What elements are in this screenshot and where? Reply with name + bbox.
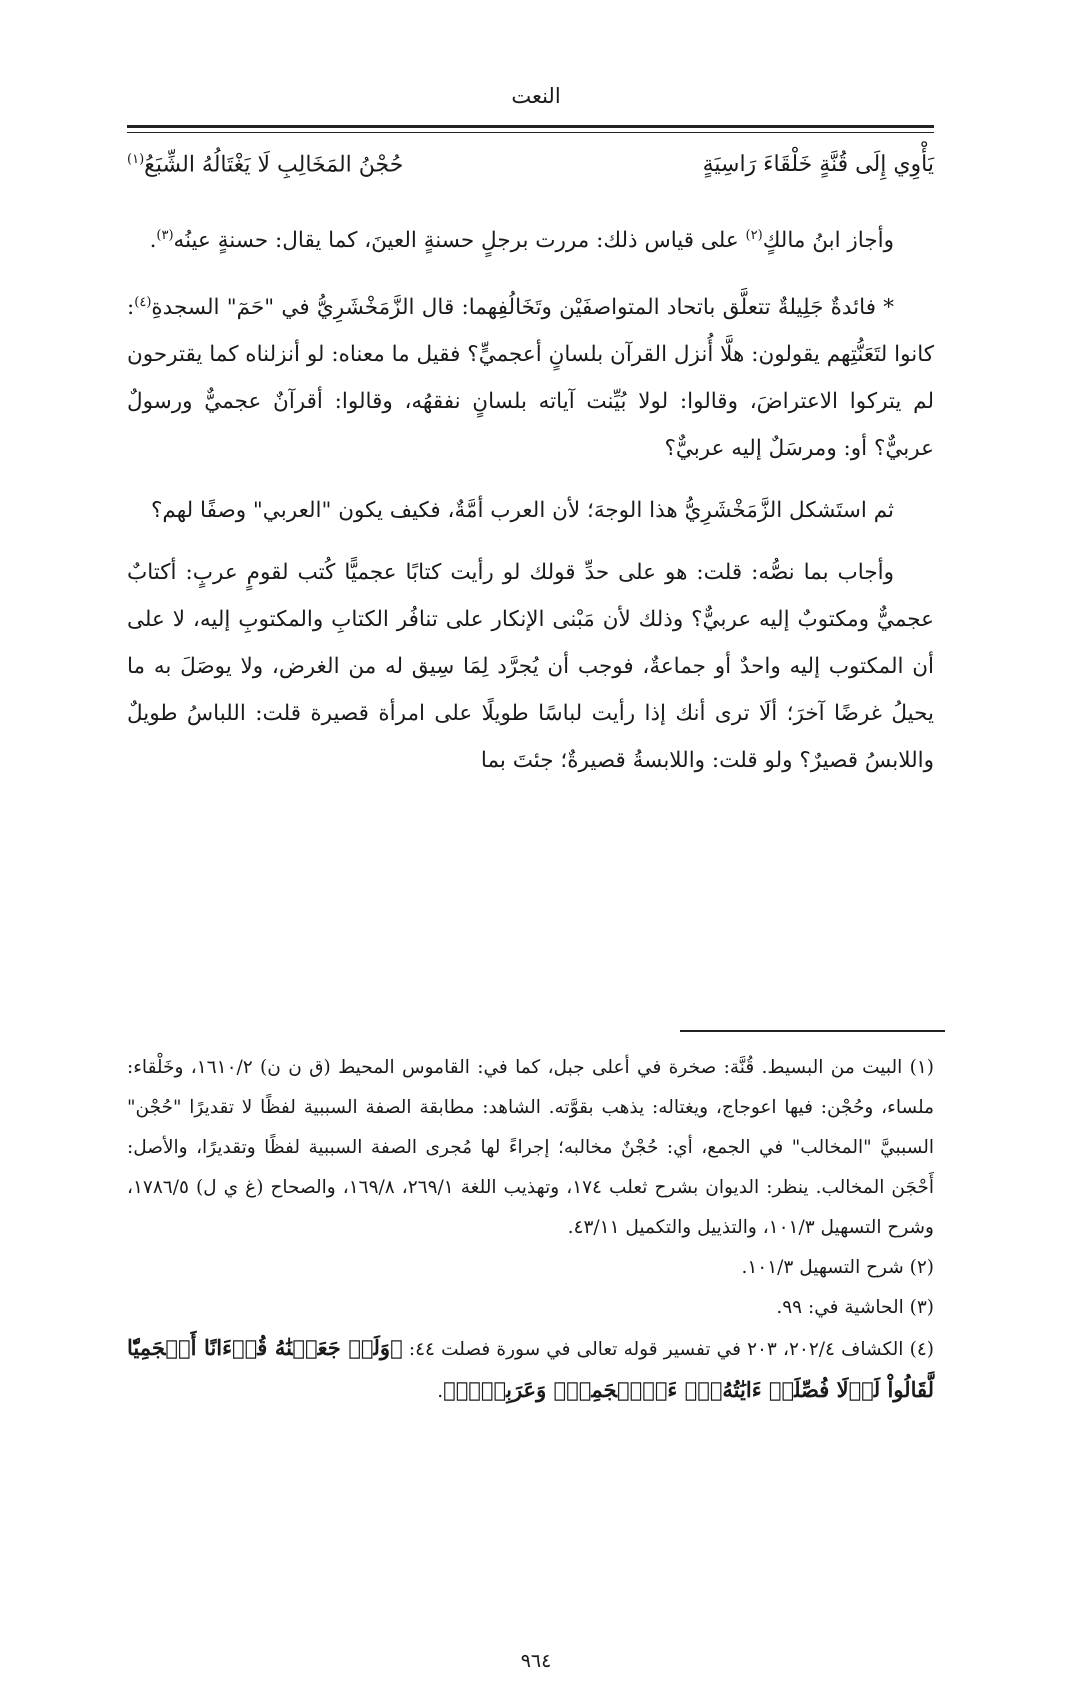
footnote-separator <box>680 1030 945 1032</box>
p2-text-b: : كانوا لتَعَنُّتِهم يقولون: هلَّا أُنزل القرآن بلسانٍ أعجميٍّ؟ فقيل ما معناه: لو أنزلناه كما يقترحون لم يتركوا الاعتراضَ، وقالوا: لولا بُيِّنت آياته بلسانٍ نفقهُه، وقالوا: أقرآنٌ عجميٌّ ورسولٌ عربيٌّ؟ أو: ومرسَلٌ إليه عربيٌّ؟ <box>127 295 934 462</box>
footnote-2: (٢) شرح التسهيل ١٠١/٣. <box>741 1257 934 1278</box>
p2-text-a: * فائدةٌ جَلِيلةٌ تتعلَّق باتحاد المتواصفَيْن وتَخَالُفِهما: قال الزَّمَخْشَرِيُّ في "حَمٓ" السجدةِ <box>151 295 894 321</box>
verse-second-text: حُجْنُ المَخَالِبِ لَا يَغْتَالُهُ الشِّبَعُ <box>144 152 404 178</box>
fn4-end: . <box>437 1381 444 1402</box>
footnote-ref-1[interactable]: (١) <box>127 152 145 167</box>
running-header: النعت <box>511 84 561 108</box>
paragraph-4: وأجاب بما نصُّه: قلت: هو على حدِّ قولك لو رأيت كتابًا عجميًّا كُتب لقومٍ عربٍ: أكتابٌ عجميٌّ ومكتوبٌ إليه عربيٌّ؟ وذلك لأن مَبْنى الإنكار على تنافُر الكتابِ والمكتوبِ إليه، لا على أن المكتوب إليه واحدٌ أو جماعةٌ، فوجب أن يُجرَّد لِمَا سِيق له من الغرض، ولا يوصَلَ به ما يحيلُ غرضًا آخرَ؛ ألَا ترى أنك إذا رأيت لباسًا طويلًا على امرأة قصيرة قلت: اللباسُ طويلٌ واللابسُ قصيرٌ؟ ولو قلت: واللابسةُ قصيرةٌ؛ جئتَ بما <box>127 560 934 774</box>
quran-verse: ﴿وَلَوۡ جَعَلۡنَٰهُ قُرۡءَانًا أَعۡجَمِيّٗا لَّقَالُواْ لَوۡلَا فُصِّلَتۡ ءَايَٰتُهُۥٓۖ ءَا۬عۡجَمِيّٞ وَعَرَبِيّٞۗ﴾ <box>127 1335 934 1402</box>
p1-text-b: على قياس ذلك: مررت برجلٍ حسنةٍ العينَ، كما يقال: حسنةٍ عينُه <box>173 228 746 254</box>
footnote-4 <box>127 1328 934 1412</box>
header-rule-thick <box>127 125 934 128</box>
paragraph-3: ثم استَشكل الزَّمَخْشَرِيُّ هذا الوجهَ؛ لأن العرب أمَّةٌ، فكيف يكون "العربي" وصفًا لهم؟ <box>151 498 894 524</box>
fn4-text: (٤) الكشاف ٢٠٢/٤، ٢٠٣ في تفسير قوله تعالى في سورة فصلت ٤٤: <box>402 1339 934 1360</box>
footnote-ref-4[interactable]: (٤) <box>134 295 152 311</box>
footnote-ref-2[interactable]: (٢) <box>745 228 763 243</box>
footnotes <box>127 1048 934 1412</box>
footnote-1: (١) البيت من البسيط. قُنَّة: صخرة في أعلى جبل، كما في: القاموس المحيط (ق ن ن) ١٦١٠/٢، وخَلْقاء: ملساء، وحُجْن: فيها اعوجاج، ويغتاله: يذهب بقوَّته. الشاهد: مطابقة الصفة السببية لفظًا لا تقديرًا "حُجْن" السببيَّ "المخالب" في الجمع، أي: حُجْنٌ مخالبه؛ إجراءً لها مُجرى الصفة السببية لفظًا وتقديرًا، والأصل: أَحْجَن المخالب. ينظر: الديوان بشرح ثعلب ١٧٤، وتهذيب اللغة ٢٦٩/١، ١٦٩/٨، والصحاح (غ ي ل) ١٧٨٦/٥، وشرح التسهيل ١٠١/٣، والتذييل والتكميل ٤٣/١١. <box>127 1057 934 1238</box>
footnote-ref-3[interactable]: (٣) <box>156 228 174 243</box>
p1-text-a: وأجاز ابنُ مالكٍ <box>762 228 894 254</box>
paragraph-2 <box>127 279 934 472</box>
paragraph-1 <box>127 212 934 264</box>
page-number: ٩٦٤ <box>520 1650 552 1672</box>
verse-second-hemistich <box>127 152 403 177</box>
verse-first-hemistich: يَأْوِي إِلَى قُنَّةٍ خَلْقَاءَ رَاسِيَةٍ <box>702 152 934 177</box>
p1-text-c: . <box>149 228 157 254</box>
header-rule-thin <box>127 132 934 133</box>
footnote-3: (٣) الحاشية في: ٩٩. <box>776 1297 934 1318</box>
main-text <box>127 212 934 799</box>
poetry-verse <box>127 152 934 196</box>
